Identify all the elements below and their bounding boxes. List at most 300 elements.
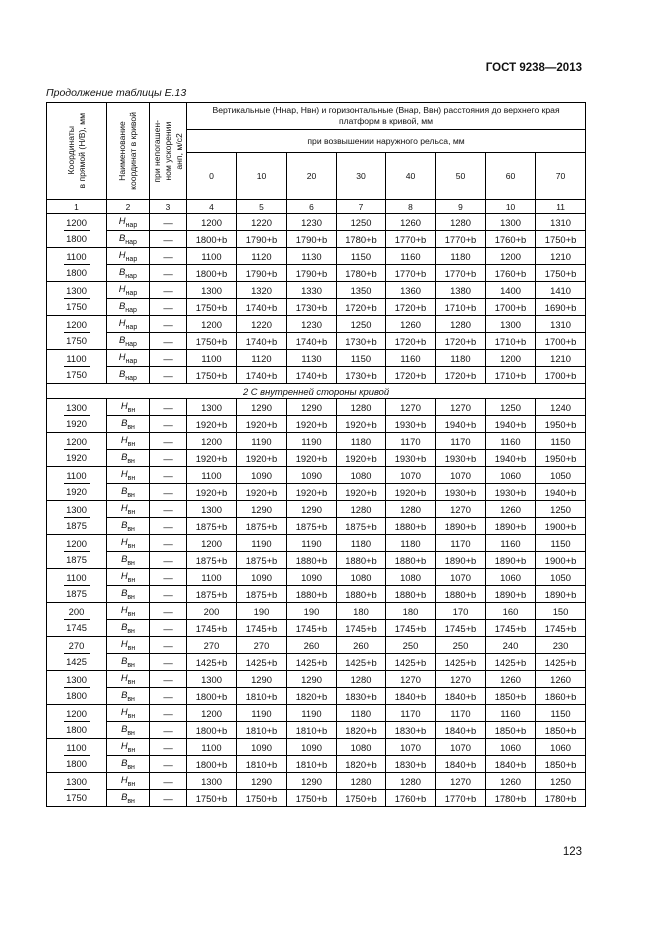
coordinate-name-subscript: нар — [125, 289, 138, 297]
value-cell: 1130 — [287, 350, 337, 367]
value-cell: 1070 — [386, 467, 436, 484]
coordinate-height: 1200 — [64, 536, 90, 552]
coordinate-name-letter: B — [121, 417, 128, 429]
value-cell: 1930+b — [436, 484, 486, 501]
value-cell: 1180 — [436, 350, 486, 367]
coordinate-name-subscript: вн — [127, 763, 135, 771]
value-cell: 1840+b — [386, 688, 436, 705]
coordinate-name — [107, 739, 150, 756]
coordinate-name-subscript: вн — [127, 712, 136, 720]
header-elevation-3: 30 — [337, 153, 386, 200]
header-acceleration-line3: aнп, м/с2 — [173, 132, 184, 170]
value-cell: 1740+b — [237, 367, 287, 384]
value-cell: 1920+b — [187, 484, 237, 501]
value-cell: 1920+b — [287, 450, 337, 467]
value-cell: 190 — [287, 603, 337, 620]
table-row — [47, 214, 586, 231]
value-cell: 1820+b — [337, 756, 386, 773]
value-cell: 1270 — [436, 773, 486, 790]
acceleration-cell: — — [150, 282, 187, 299]
value-cell: 1920+b — [386, 484, 436, 501]
coordinate-name-letter: B — [121, 621, 128, 633]
coordinate-name-subscript: вн — [127, 525, 135, 533]
value-cell: 1850+b — [536, 722, 586, 739]
value-cell: 1750+b — [187, 367, 237, 384]
coordinate-name — [107, 586, 150, 603]
table-row — [47, 433, 586, 450]
value-cell: 1200 — [187, 214, 237, 231]
value-cell: 1860+b — [536, 688, 586, 705]
coordinate-height: 1300 — [64, 774, 90, 790]
value-cell: 1920+b — [337, 416, 386, 433]
coordinate-name-subscript: вн — [127, 491, 135, 499]
coordinate-name-letter: B — [119, 334, 126, 346]
coordinate-name-letter: H — [120, 536, 128, 548]
value-cell: 1250 — [536, 501, 586, 518]
value-cell: 1120 — [237, 248, 287, 265]
value-cell: 1180 — [337, 535, 386, 552]
coordinate-cell — [47, 433, 107, 467]
coordinate-width: 1750 — [66, 369, 87, 380]
value-cell: 1160 — [486, 433, 536, 450]
value-cell: 1250 — [536, 773, 586, 790]
value-cell: 1300 — [187, 399, 237, 416]
table-row — [47, 518, 586, 535]
value-cell: 1930+b — [486, 484, 536, 501]
acceleration-cell: — — [150, 518, 187, 535]
acceleration-cell: — — [150, 688, 187, 705]
value-cell: 1875+b — [287, 518, 337, 535]
coordinate-width: 1875 — [66, 588, 87, 599]
header-coordinates — [47, 103, 107, 200]
value-cell: 1070 — [436, 739, 486, 756]
value-cell: 1180 — [436, 248, 486, 265]
header-coordinate-name — [107, 103, 150, 200]
table-row — [47, 367, 586, 384]
header-elevation-2: 20 — [287, 153, 337, 200]
coordinate-width: 1750 — [66, 335, 87, 346]
value-cell: 1190 — [287, 705, 337, 722]
value-cell: 250 — [386, 637, 436, 654]
value-cell: 1900+b — [536, 552, 586, 569]
coordinate-cell — [47, 214, 107, 248]
table-caption: Продолжение таблицы Е.13 — [46, 87, 187, 99]
coordinate-cell — [47, 773, 107, 807]
value-cell: 1930+b — [386, 450, 436, 467]
value-cell: 1690+b — [536, 299, 586, 316]
coordinate-name — [107, 484, 150, 501]
table-row — [47, 467, 586, 484]
value-cell: 1940+b — [486, 450, 536, 467]
acceleration-cell: — — [150, 231, 187, 248]
coordinate-name — [107, 535, 150, 552]
value-cell: 1875+b — [237, 552, 287, 569]
coordinate-name — [107, 399, 150, 416]
column-number: 6 — [287, 200, 337, 214]
coordinate-name-letter: H — [120, 468, 128, 480]
coordinate-width: 1800 — [66, 724, 87, 735]
coordinate-height: 1200 — [64, 706, 90, 722]
coordinate-name — [107, 773, 150, 790]
value-cell: 1710+b — [486, 367, 536, 384]
value-cell: 1280 — [337, 501, 386, 518]
table-row — [47, 586, 586, 603]
value-cell: 1260 — [536, 671, 586, 688]
value-cell: 1740+b — [237, 333, 287, 350]
coordinate-cell — [47, 535, 107, 569]
value-cell: 1200 — [187, 433, 237, 450]
value-cell: 1780+b — [337, 231, 386, 248]
value-cell: 1425+b — [337, 654, 386, 671]
coordinate-height: 1300 — [64, 502, 90, 518]
value-cell: 190 — [237, 603, 287, 620]
coordinate-name-subscript: вн — [127, 746, 136, 754]
value-cell: 1750+b — [187, 333, 237, 350]
coordinate-name-subscript: вн — [127, 508, 136, 516]
table-row — [47, 399, 586, 416]
coordinate-name — [107, 350, 150, 367]
value-cell: 1250 — [337, 214, 386, 231]
coordinate-name — [107, 569, 150, 586]
value-cell: 250 — [436, 637, 486, 654]
value-cell: 1210 — [536, 350, 586, 367]
value-cell: 1920+b — [237, 484, 287, 501]
header-subtitle: при возвышении наружного рельса, мм — [187, 130, 586, 153]
value-cell: 1120 — [237, 350, 287, 367]
coordinate-width: 1425 — [66, 656, 87, 667]
value-cell: 180 — [386, 603, 436, 620]
value-cell: 1050 — [536, 467, 586, 484]
coordinate-name-subscript: нар — [125, 340, 137, 348]
value-cell: 1940+b — [536, 484, 586, 501]
coordinate-name — [107, 705, 150, 722]
table-row — [47, 654, 586, 671]
value-cell: 1820+b — [287, 688, 337, 705]
value-cell: 1300 — [187, 501, 237, 518]
table-row — [47, 535, 586, 552]
value-cell: 1270 — [436, 399, 486, 416]
header-coordinate-name-line2: координат в кривой — [128, 112, 138, 190]
value-cell: 1070 — [386, 739, 436, 756]
coordinate-cell — [47, 603, 107, 637]
coordinate-name — [107, 790, 150, 807]
value-cell: 1950+b — [536, 450, 586, 467]
coordinate-width: 1800 — [66, 267, 87, 278]
coordinate-cell — [47, 637, 107, 671]
value-cell: 1720+b — [386, 299, 436, 316]
value-cell: 1950+b — [536, 416, 586, 433]
coordinate-name-letter: B — [121, 757, 128, 769]
value-cell: 1425+b — [386, 654, 436, 671]
coordinate-name-subscript: вн — [127, 780, 136, 788]
value-cell: 180 — [337, 603, 386, 620]
value-cell: 1190 — [287, 535, 337, 552]
coordinate-cell — [47, 739, 107, 773]
coordinate-height: 1200 — [64, 317, 90, 333]
value-cell: 1770+b — [436, 790, 486, 807]
value-cell: 1720+b — [436, 333, 486, 350]
value-cell: 1740+b — [237, 299, 287, 316]
value-cell: 1150 — [536, 535, 586, 552]
value-cell: 1840+b — [436, 722, 486, 739]
coordinate-name — [107, 299, 150, 316]
header-coordinate-name-line1: Наименование — [117, 121, 127, 181]
value-cell: 1790+b — [237, 265, 287, 282]
value-cell: 1200 — [486, 350, 536, 367]
coordinate-name-subscript: нар — [125, 374, 137, 382]
table-row — [47, 333, 586, 350]
value-cell: 1230 — [287, 214, 337, 231]
value-cell: 1190 — [237, 535, 287, 552]
acceleration-cell: — — [150, 773, 187, 790]
value-cell: 1160 — [486, 705, 536, 722]
coordinate-cell — [47, 399, 107, 433]
value-cell: 1745+b — [287, 620, 337, 637]
value-cell: 1730+b — [287, 299, 337, 316]
coordinate-name-letter: B — [121, 553, 128, 565]
value-cell: 1850+b — [486, 722, 536, 739]
coordinate-cell — [47, 282, 107, 316]
value-cell: 1230 — [287, 316, 337, 333]
table-row — [47, 552, 586, 569]
table-row — [47, 756, 586, 773]
header-elevation-0: 0 — [187, 153, 237, 200]
coordinate-height: 270 — [64, 638, 90, 654]
coordinate-name — [107, 282, 150, 299]
value-cell: 1360 — [386, 282, 436, 299]
table-row — [47, 603, 586, 620]
value-cell: 1170 — [436, 705, 486, 722]
value-cell: 1270 — [386, 399, 436, 416]
coordinate-name — [107, 688, 150, 705]
value-cell: 1330 — [287, 282, 337, 299]
value-cell: 1170 — [436, 535, 486, 552]
page-number: 123 — [562, 846, 582, 858]
coordinate-name-letter: B — [119, 368, 126, 380]
value-cell: 1875+b — [237, 518, 287, 535]
value-cell: 1810+b — [237, 722, 287, 739]
coordinate-name-subscript: нар — [125, 357, 138, 365]
header-acceleration — [150, 103, 187, 200]
coordinate-name — [107, 518, 150, 535]
acceleration-cell: — — [150, 790, 187, 807]
value-cell: 1350 — [337, 282, 386, 299]
value-cell: 1080 — [337, 739, 386, 756]
coordinate-name-subscript: вн — [127, 440, 136, 448]
value-cell: 1150 — [337, 248, 386, 265]
coordinate-name-letter: B — [121, 655, 128, 667]
value-cell: 1200 — [486, 248, 536, 265]
value-cell: 1930+b — [386, 416, 436, 433]
value-cell: 1720+b — [386, 333, 436, 350]
acceleration-cell: — — [150, 350, 187, 367]
value-cell: 1810+b — [237, 688, 287, 705]
coordinate-width: 1800 — [66, 233, 87, 244]
value-cell: 1425+b — [287, 654, 337, 671]
value-cell: 260 — [337, 637, 386, 654]
table-row — [47, 484, 586, 501]
value-cell: 230 — [536, 637, 586, 654]
coordinate-name — [107, 756, 150, 773]
coordinate-name — [107, 231, 150, 248]
coordinate-cell — [47, 501, 107, 535]
coordinate-name — [107, 367, 150, 384]
value-cell: 1260 — [386, 214, 436, 231]
table-row — [47, 265, 586, 282]
value-cell: 1170 — [436, 433, 486, 450]
value-cell: 1780+b — [536, 790, 586, 807]
coordinate-cell — [47, 569, 107, 603]
value-cell: 1425+b — [436, 654, 486, 671]
value-cell: 1760+b — [486, 231, 536, 248]
coordinate-name — [107, 248, 150, 265]
value-cell: 1930+b — [436, 450, 486, 467]
value-cell: 1060 — [486, 569, 536, 586]
value-cell: 1750+b — [287, 790, 337, 807]
value-cell: 1750+b — [536, 265, 586, 282]
value-cell: 1260 — [486, 671, 536, 688]
coordinate-name — [107, 316, 150, 333]
value-cell: 1850+b — [536, 756, 586, 773]
coordinate-name-letter: B — [121, 791, 128, 803]
value-cell: 1900+b — [536, 518, 586, 535]
value-cell: 1840+b — [436, 688, 486, 705]
coordinate-name-letter: H — [120, 502, 128, 514]
value-cell: 1890+b — [486, 552, 536, 569]
acceleration-cell: — — [150, 433, 187, 450]
header-elevation-5: 50 — [436, 153, 486, 200]
acceleration-cell: — — [150, 299, 187, 316]
value-cell: 1770+b — [436, 265, 486, 282]
value-cell: 1200 — [187, 535, 237, 552]
value-cell: 1810+b — [287, 722, 337, 739]
value-cell: 1250 — [337, 316, 386, 333]
acceleration-cell: — — [150, 248, 187, 265]
coordinate-height: 1300 — [64, 283, 90, 299]
coordinate-name-letter: B — [121, 519, 128, 531]
value-cell: 1260 — [486, 773, 536, 790]
coordinate-width: 1750 — [66, 301, 87, 312]
value-cell: 1720+b — [386, 367, 436, 384]
value-cell: 1760+b — [386, 790, 436, 807]
coordinate-name-subscript: вн — [127, 661, 135, 669]
value-cell: 1425+b — [536, 654, 586, 671]
header-elevation-6: 60 — [486, 153, 536, 200]
coordinate-name-letter: B — [119, 300, 126, 312]
value-cell: 1180 — [337, 433, 386, 450]
value-cell: 1830+b — [337, 688, 386, 705]
coordinate-name-letter: H — [120, 740, 128, 752]
acceleration-cell: — — [150, 214, 187, 231]
coordinate-name-subscript: нар — [125, 323, 138, 331]
table-row — [47, 316, 586, 333]
acceleration-cell: — — [150, 705, 187, 722]
table-row — [47, 671, 586, 688]
coordinate-name — [107, 265, 150, 282]
table-row — [47, 739, 586, 756]
section-title: 2 С внутренней стороны кривой — [47, 384, 586, 399]
coordinate-name-letter: H — [120, 774, 128, 786]
table-row — [47, 688, 586, 705]
value-cell: 1190 — [237, 705, 287, 722]
value-cell: 1700+b — [486, 299, 536, 316]
document-code: ГОСТ 9238—2013 — [485, 62, 582, 74]
value-cell: 1280 — [386, 773, 436, 790]
coordinate-name — [107, 416, 150, 433]
value-cell: 1760+b — [486, 265, 536, 282]
value-cell: 170 — [436, 603, 486, 620]
coordinate-name-letter: H — [120, 638, 128, 650]
value-cell: 1150 — [337, 350, 386, 367]
value-cell: 1090 — [237, 739, 287, 756]
value-cell: 1940+b — [486, 416, 536, 433]
value-cell: 1880+b — [337, 586, 386, 603]
value-cell: 1890+b — [436, 552, 486, 569]
value-cell: 1710+b — [436, 299, 486, 316]
column-number: 1 — [47, 200, 107, 214]
value-cell: 1875+b — [187, 518, 237, 535]
coordinate-height: 1100 — [64, 249, 90, 265]
value-cell: 1730+b — [337, 367, 386, 384]
acceleration-cell: — — [150, 739, 187, 756]
table-row — [47, 231, 586, 248]
value-cell: 1750+b — [187, 299, 237, 316]
value-cell: 1180 — [386, 535, 436, 552]
acceleration-cell: — — [150, 654, 187, 671]
column-number: 11 — [536, 200, 586, 214]
value-cell: 1425+b — [187, 654, 237, 671]
value-cell: 1100 — [187, 739, 237, 756]
value-cell: 1060 — [536, 739, 586, 756]
coordinate-height: 200 — [64, 604, 90, 620]
value-cell: 1840+b — [436, 756, 486, 773]
acceleration-cell: — — [150, 722, 187, 739]
table-row — [47, 773, 586, 790]
table-row — [47, 299, 586, 316]
coordinate-name — [107, 603, 150, 620]
value-cell: 1270 — [436, 501, 486, 518]
header-coordinates-line2: в прямой (H/B), мм — [76, 113, 87, 189]
value-cell: 1425+b — [237, 654, 287, 671]
value-cell: 1300 — [187, 282, 237, 299]
value-cell: 1790+b — [287, 265, 337, 282]
value-cell: 1820+b — [337, 722, 386, 739]
coordinate-height: 1300 — [64, 672, 90, 688]
value-cell: 1920+b — [287, 484, 337, 501]
value-cell: 1260 — [486, 501, 536, 518]
value-cell: 1920+b — [187, 416, 237, 433]
coordinate-height: 1100 — [64, 468, 90, 484]
value-cell: 1890+b — [436, 518, 486, 535]
coordinate-width: 1920 — [66, 486, 87, 497]
value-cell: 1220 — [237, 214, 287, 231]
header-group-title: Вертикальные (Hнар, Hвн) и горизонтальные (Bнар, Bвн) расстояния до верхнего края платформ в кривой, мм — [187, 103, 586, 130]
value-cell: 1280 — [436, 316, 486, 333]
coordinate-name-subscript: вн — [127, 644, 136, 652]
value-cell: 1880+b — [337, 552, 386, 569]
coordinate-name-subscript: вн — [127, 797, 135, 805]
coordinate-cell — [47, 467, 107, 501]
value-cell: 1920+b — [337, 484, 386, 501]
coordinate-name — [107, 637, 150, 654]
table-row — [47, 722, 586, 739]
value-cell: 1160 — [386, 350, 436, 367]
value-cell: 1060 — [486, 739, 536, 756]
coordinate-name-letter: H — [120, 400, 128, 412]
value-cell: 1700+b — [536, 367, 586, 384]
value-cell: 1720+b — [436, 367, 486, 384]
coordinate-height: 1100 — [64, 570, 90, 586]
